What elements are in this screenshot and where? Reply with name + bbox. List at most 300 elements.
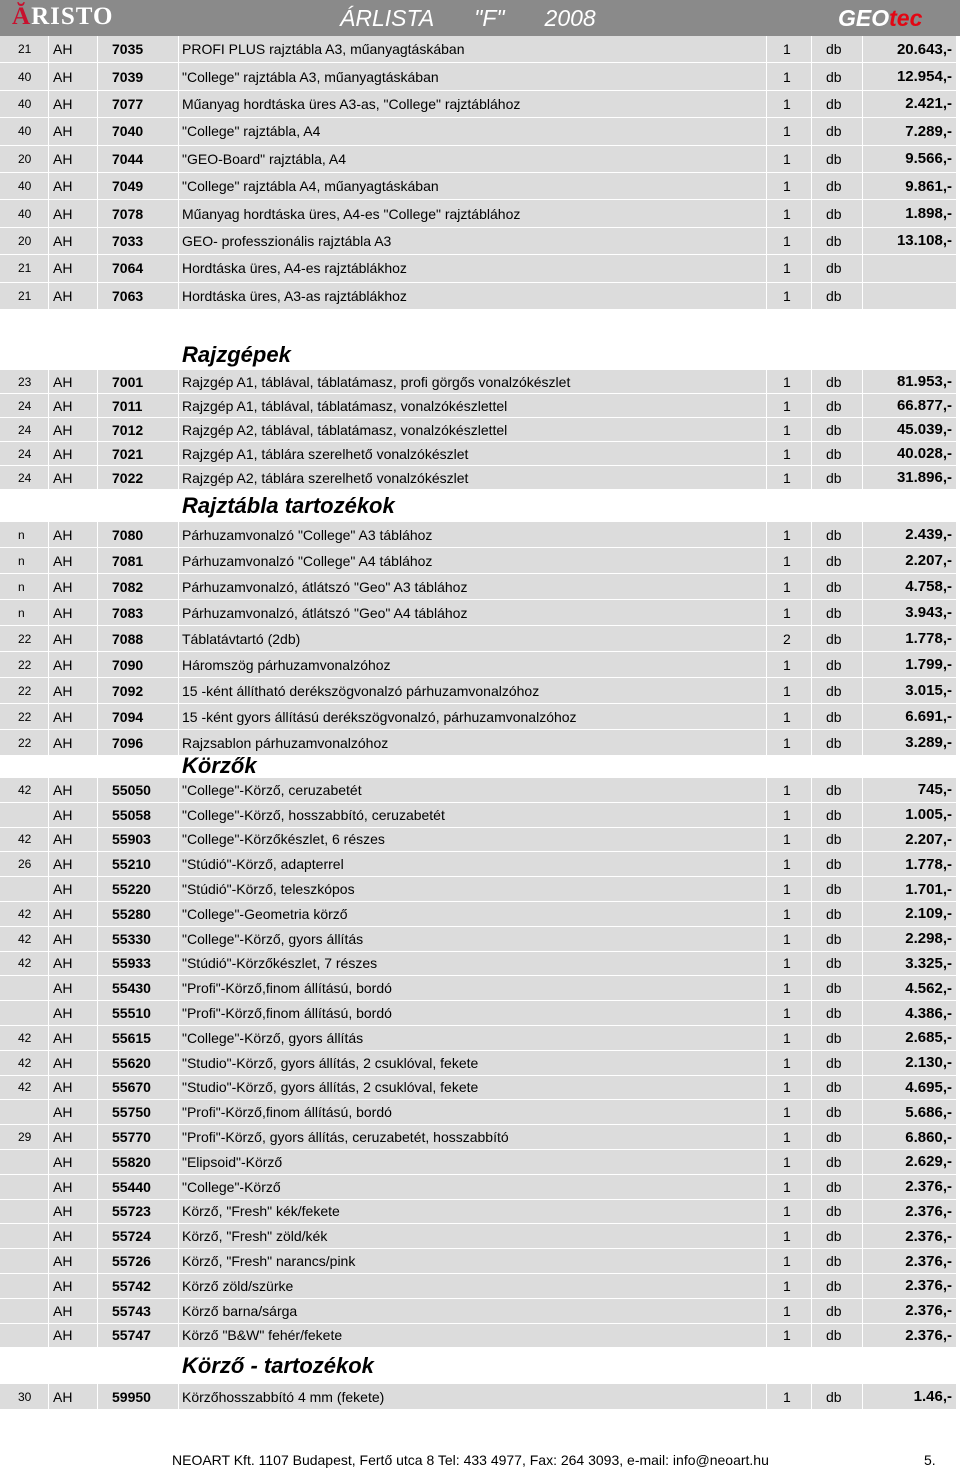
quantity-cell: 1	[767, 652, 811, 677]
category-cell: 24	[0, 418, 48, 441]
unit-cell: db	[812, 1001, 862, 1025]
table-row	[0, 1384, 960, 1410]
price-cell: 2.298,-	[863, 927, 956, 951]
unit-cell: db	[812, 1200, 862, 1224]
prefix-cell: AH	[49, 394, 97, 417]
category-cell: 24	[0, 394, 48, 417]
code-cell: 55440	[98, 1175, 178, 1199]
prefix-cell: AH	[49, 146, 97, 172]
quantity-cell: 1	[767, 466, 811, 489]
category-cell: 29	[0, 1125, 48, 1149]
code-cell: 7022	[98, 466, 178, 489]
category-cell	[0, 1224, 48, 1248]
price-cell: 9.861,-	[863, 173, 956, 199]
code-cell: 7077	[98, 91, 178, 117]
table-row	[0, 394, 960, 418]
unit-cell: db	[812, 877, 862, 901]
price-cell: 6.860,-	[863, 1125, 956, 1149]
table-row	[0, 1324, 960, 1349]
category-cell	[0, 1249, 48, 1273]
price-cell: 2.376,-	[863, 1299, 956, 1323]
quantity-cell: 1	[767, 394, 811, 417]
category-cell: n	[0, 548, 48, 573]
unit-cell: db	[812, 1299, 862, 1323]
description-cell: "College"-Körző, ceruzabetét	[179, 778, 766, 802]
code-cell: 7064	[98, 255, 178, 281]
section-title-rajztabla-tartozekok: Rajztábla tartozékok	[182, 493, 395, 518]
category-cell: 42	[0, 1076, 48, 1100]
code-cell: 7044	[98, 146, 178, 172]
quantity-cell: 1	[767, 1076, 811, 1100]
prefix-cell: AH	[49, 927, 97, 951]
category-cell: 42	[0, 902, 48, 926]
quantity-cell: 1	[767, 118, 811, 144]
description-cell: Körző zöld/szürke	[179, 1274, 766, 1298]
quantity-cell: 1	[767, 283, 811, 309]
category-cell: 24	[0, 466, 48, 489]
prefix-cell: AH	[49, 1249, 97, 1273]
table-row	[0, 1249, 960, 1274]
price-cell: 1.778,-	[863, 852, 956, 876]
unit-cell: db	[812, 927, 862, 951]
description-cell: Háromszög párhuzamvonalzóhoz	[179, 652, 766, 677]
description-cell: "Stúdió"-Körző, adapterrel	[179, 852, 766, 876]
table-row	[0, 852, 960, 877]
category-cell: 22	[0, 730, 48, 755]
description-cell: "Stúdió"-Körzőkészlet, 7 részes	[179, 952, 766, 976]
unit-cell: db	[812, 1224, 862, 1248]
unit-cell: db	[812, 976, 862, 1000]
code-cell: 55510	[98, 1001, 178, 1025]
quantity-cell: 1	[767, 1150, 811, 1174]
header-bar	[0, 0, 960, 36]
table-rajzgepek	[0, 370, 960, 490]
code-cell: 55747	[98, 1324, 178, 1348]
table-korzok	[0, 778, 960, 1348]
table-row	[0, 1274, 960, 1299]
code-cell: 7078	[98, 200, 178, 226]
quantity-cell: 1	[767, 730, 811, 755]
description-cell: "College"-Körző, hosszabbító, ceruzabetét	[179, 803, 766, 827]
unit-cell: db	[812, 283, 862, 309]
prefix-cell: AH	[49, 418, 97, 441]
quantity-cell: 1	[767, 1001, 811, 1025]
price-cell: 3.015,-	[863, 678, 956, 703]
prefix-cell: AH	[49, 255, 97, 281]
category-cell: 22	[0, 626, 48, 651]
unit-cell: db	[812, 1324, 862, 1348]
category-cell: 24	[0, 442, 48, 465]
prefix-cell: AH	[49, 803, 97, 827]
unit-cell: db	[812, 228, 862, 254]
quantity-cell: 1	[767, 36, 811, 62]
unit-cell: db	[812, 852, 862, 876]
price-cell: 2.685,-	[863, 1026, 956, 1050]
unit-cell: db	[812, 522, 862, 547]
description-cell: Műanyag hordtáska üres, A4-es "College" rajztáblához	[179, 200, 766, 226]
code-cell: 7083	[98, 600, 178, 625]
table-row	[0, 200, 960, 227]
price-cell: 1.005,-	[863, 803, 956, 827]
price-cell: 1.701,-	[863, 877, 956, 901]
quantity-cell: 1	[767, 1324, 811, 1348]
unit-cell: db	[812, 730, 862, 755]
category-cell	[0, 877, 48, 901]
table-row	[0, 118, 960, 145]
code-cell: 7063	[98, 283, 178, 309]
category-cell	[0, 1175, 48, 1199]
prefix-cell: AH	[49, 678, 97, 703]
quantity-cell: 1	[767, 1100, 811, 1124]
quantity-cell: 1	[767, 146, 811, 172]
price-cell: 2.130,-	[863, 1051, 956, 1075]
price-cell: 2.109,-	[863, 902, 956, 926]
footer-contact: NEOART Kft. 1107 Budapest, Fertő utca 8 Tel: 433 4977, Fax: 264 3093, e-mail: info@neoart.hu	[172, 1452, 769, 1468]
category-cell: 42	[0, 1051, 48, 1075]
code-cell: 55058	[98, 803, 178, 827]
code-cell: 59950	[98, 1384, 178, 1409]
table-row	[0, 1001, 960, 1026]
price-cell: 9.566,-	[863, 146, 956, 172]
price-cell: 1.778,-	[863, 626, 956, 651]
code-cell: 7080	[98, 522, 178, 547]
unit-cell: db	[812, 118, 862, 144]
prefix-cell: AH	[49, 228, 97, 254]
prefix-cell: AH	[49, 1200, 97, 1224]
table-row	[0, 91, 960, 118]
code-cell: 7001	[98, 370, 178, 393]
price-cell	[863, 283, 956, 309]
table-row	[0, 63, 960, 90]
table-row	[0, 927, 960, 952]
category-cell: 40	[0, 63, 48, 89]
prefix-cell: AH	[49, 1299, 97, 1323]
unit-cell: db	[812, 1125, 862, 1149]
quantity-cell: 1	[767, 574, 811, 599]
prefix-cell: AH	[49, 1384, 97, 1409]
unit-cell: db	[812, 902, 862, 926]
table-row	[0, 1051, 960, 1076]
unit-cell: db	[812, 1051, 862, 1075]
code-cell: 7035	[98, 36, 178, 62]
quantity-cell: 1	[767, 370, 811, 393]
table-row	[0, 283, 960, 310]
price-cell: 31.896,-	[863, 466, 956, 489]
price-cell: 745,-	[863, 778, 956, 802]
prefix-cell: AH	[49, 902, 97, 926]
quantity-cell: 1	[767, 704, 811, 729]
code-cell: 55724	[98, 1224, 178, 1248]
quantity-cell: 1	[767, 1200, 811, 1224]
price-cell: 7.289,-	[863, 118, 956, 144]
quantity-cell: 1	[767, 902, 811, 926]
category-cell: 42	[0, 778, 48, 802]
code-cell: 7094	[98, 704, 178, 729]
table-row	[0, 522, 960, 548]
quantity-cell: 1	[767, 442, 811, 465]
prefix-cell: AH	[49, 1026, 97, 1050]
prefix-cell: AH	[49, 952, 97, 976]
unit-cell: db	[812, 600, 862, 625]
category-cell: 22	[0, 652, 48, 677]
unit-cell: db	[812, 678, 862, 703]
category-cell: 40	[0, 173, 48, 199]
category-cell: 40	[0, 200, 48, 226]
description-cell: "Profi"-Körző,finom állítású, bordó	[179, 1100, 766, 1124]
quantity-cell: 1	[767, 228, 811, 254]
table-row	[0, 36, 960, 63]
prefix-cell: AH	[49, 173, 97, 199]
category-cell: 42	[0, 927, 48, 951]
table-row	[0, 1200, 960, 1225]
category-cell	[0, 1200, 48, 1224]
description-cell: "College"-Körző	[179, 1175, 766, 1199]
prefix-cell: AH	[49, 370, 97, 393]
table-row	[0, 548, 960, 574]
unit-cell: db	[812, 442, 862, 465]
table-row	[0, 1224, 960, 1249]
table-row	[0, 1100, 960, 1125]
unit-cell: db	[812, 370, 862, 393]
quantity-cell: 1	[767, 976, 811, 1000]
code-cell: 55723	[98, 1200, 178, 1224]
price-list-title: ÁRLISTA "F" 2008	[340, 5, 596, 31]
description-cell: Rajzgép A2, táblával, táblatámasz, vonalzókészlettel	[179, 418, 766, 441]
description-cell: "Profi"-Körző,finom állítású, bordó	[179, 976, 766, 1000]
quantity-cell: 1	[767, 255, 811, 281]
quantity-cell: 1	[767, 803, 811, 827]
description-cell: Párhuzamvonalzó, átlátszó "Geo" A4 táblához	[179, 600, 766, 625]
unit-cell: db	[812, 626, 862, 651]
price-cell: 1.898,-	[863, 200, 956, 226]
unit-cell: db	[812, 1175, 862, 1199]
unit-cell: db	[812, 173, 862, 199]
category-cell: n	[0, 574, 48, 599]
table-row	[0, 574, 960, 600]
code-cell: 55670	[98, 1076, 178, 1100]
code-cell: 55820	[98, 1150, 178, 1174]
table-row	[0, 255, 960, 282]
code-cell: 55615	[98, 1026, 178, 1050]
prefix-cell: AH	[49, 1324, 97, 1348]
code-cell: 55750	[98, 1100, 178, 1124]
unit-cell: db	[812, 394, 862, 417]
unit-cell: db	[812, 652, 862, 677]
quantity-cell: 1	[767, 1224, 811, 1248]
quantity-cell: 1	[767, 852, 811, 876]
price-cell: 2.421,-	[863, 91, 956, 117]
unit-cell: db	[812, 466, 862, 489]
prefix-cell: AH	[49, 1150, 97, 1174]
category-cell: 22	[0, 678, 48, 703]
prefix-cell: AH	[49, 828, 97, 852]
category-cell	[0, 1100, 48, 1124]
category-cell: 42	[0, 1026, 48, 1050]
price-cell: 81.953,-	[863, 370, 956, 393]
quantity-cell: 1	[767, 778, 811, 802]
prefix-cell: AH	[49, 1051, 97, 1075]
unit-cell: db	[812, 200, 862, 226]
price-cell: 20.643,-	[863, 36, 956, 62]
table-row	[0, 803, 960, 828]
table-row	[0, 173, 960, 200]
table-row	[0, 418, 960, 442]
prefix-cell: AH	[49, 626, 97, 651]
category-cell: 20	[0, 228, 48, 254]
code-cell: 7021	[98, 442, 178, 465]
section-title-rajzgepek: Rajzgépek	[182, 342, 291, 367]
table-row	[0, 678, 960, 704]
quantity-cell: 1	[767, 1274, 811, 1298]
table-rajztabla-tartozekok	[0, 522, 960, 756]
price-cell: 2.376,-	[863, 1324, 956, 1348]
category-cell: n	[0, 522, 48, 547]
unit-cell: db	[812, 418, 862, 441]
category-cell	[0, 1299, 48, 1323]
code-cell: 7092	[98, 678, 178, 703]
unit-cell: db	[812, 63, 862, 89]
category-cell: 40	[0, 118, 48, 144]
price-cell: 40.028,-	[863, 442, 956, 465]
price-cell: 12.954,-	[863, 63, 956, 89]
code-cell: 7081	[98, 548, 178, 573]
table-row	[0, 704, 960, 730]
description-cell: Párhuzamvonalzó "College" A4 táblához	[179, 548, 766, 573]
description-cell: Hordtáska üres, A4-es rajztáblákhoz	[179, 255, 766, 281]
code-cell: 55210	[98, 852, 178, 876]
description-cell: Körző barna/sárga	[179, 1299, 766, 1323]
prefix-cell: AH	[49, 704, 97, 729]
description-cell: Párhuzamvonalzó "College" A3 táblához	[179, 522, 766, 547]
category-cell: 26	[0, 852, 48, 876]
unit-cell: db	[812, 1249, 862, 1273]
description-cell: Körző "B&W" fehér/fekete	[179, 1324, 766, 1348]
aristo-logo: ĂRISTO	[12, 3, 114, 30]
prefix-cell: AH	[49, 1001, 97, 1025]
table-row	[0, 877, 960, 902]
description-cell: "Studio"-Körző, gyors állítás, 2 csuklóval, fekete	[179, 1051, 766, 1075]
description-cell: "Profi"-Körző,finom állítású, bordó	[179, 1001, 766, 1025]
price-cell: 2.376,-	[863, 1249, 956, 1273]
unit-cell: db	[812, 778, 862, 802]
table-row	[0, 652, 960, 678]
table-row	[0, 1125, 960, 1150]
quantity-cell: 1	[767, 548, 811, 573]
table-row	[0, 828, 960, 853]
code-cell: 7039	[98, 63, 178, 89]
description-cell: PROFI PLUS rajztábla A3, műanyagtáskában	[179, 36, 766, 62]
quantity-cell: 1	[767, 828, 811, 852]
quantity-cell: 1	[767, 1026, 811, 1050]
price-cell: 4.695,-	[863, 1076, 956, 1100]
quantity-cell: 1	[767, 927, 811, 951]
description-cell: Körző, "Fresh" zöld/kék	[179, 1224, 766, 1248]
unit-cell: db	[812, 1384, 862, 1409]
category-cell: 21	[0, 36, 48, 62]
code-cell: 55330	[98, 927, 178, 951]
category-cell: 21	[0, 255, 48, 281]
prefix-cell: AH	[49, 877, 97, 901]
table-row	[0, 1150, 960, 1175]
quantity-cell: 2	[767, 626, 811, 651]
quantity-cell: 1	[767, 952, 811, 976]
unit-cell: db	[812, 828, 862, 852]
table-row	[0, 778, 960, 803]
description-cell: "Profi"-Körző, gyors állítás, ceruzabetét, hosszabbító	[179, 1125, 766, 1149]
unit-cell: db	[812, 1100, 862, 1124]
unit-cell: db	[812, 255, 862, 281]
prefix-cell: AH	[49, 466, 97, 489]
code-cell: 7040	[98, 118, 178, 144]
quantity-cell: 1	[767, 63, 811, 89]
prefix-cell: AH	[49, 1125, 97, 1149]
unit-cell: db	[812, 1274, 862, 1298]
category-cell	[0, 1274, 48, 1298]
prefix-cell: AH	[49, 283, 97, 309]
quantity-cell: 1	[767, 1051, 811, 1075]
category-cell	[0, 976, 48, 1000]
description-cell: GEO- professzionális rajztábla A3	[179, 228, 766, 254]
price-cell: 3.289,-	[863, 730, 956, 755]
section-title-korzok: Körzők	[182, 753, 257, 778]
description-cell: Körző, "Fresh" narancs/pink	[179, 1249, 766, 1273]
description-cell: "GEO-Board" rajztábla, A4	[179, 146, 766, 172]
description-cell: Rajzgép A2, táblára szerelhető vonalzókészlet	[179, 466, 766, 489]
unit-cell: db	[812, 803, 862, 827]
prefix-cell: AH	[49, 1175, 97, 1199]
category-cell	[0, 1150, 48, 1174]
category-cell: n	[0, 600, 48, 625]
table-row	[0, 902, 960, 927]
description-cell: 15 -ként állítható derékszögvonalzó párhuzamvonalzóhoz	[179, 678, 766, 703]
price-cell: 2.207,-	[863, 548, 956, 573]
code-cell: 55770	[98, 1125, 178, 1149]
description-cell: "College" rajztábla A3, műanyagtáskában	[179, 63, 766, 89]
quantity-cell: 1	[767, 200, 811, 226]
table-row	[0, 228, 960, 255]
price-cell: 45.039,-	[863, 418, 956, 441]
quantity-cell: 1	[767, 91, 811, 117]
description-cell: "Stúdió"-Körző, teleszkópos	[179, 877, 766, 901]
unit-cell: db	[812, 952, 862, 976]
geotec-brand: GEOtec	[838, 5, 923, 31]
category-cell: 30	[0, 1384, 48, 1409]
table-row	[0, 976, 960, 1001]
code-cell: 7090	[98, 652, 178, 677]
price-cell: 3.943,-	[863, 600, 956, 625]
table-row	[0, 442, 960, 466]
prefix-cell: AH	[49, 976, 97, 1000]
description-cell: Táblatávtartó (2db)	[179, 626, 766, 651]
table-rajztablak	[0, 36, 960, 310]
code-cell: 55903	[98, 828, 178, 852]
prefix-cell: AH	[49, 522, 97, 547]
price-cell: 3.325,-	[863, 952, 956, 976]
price-cell: 2.629,-	[863, 1150, 956, 1174]
description-cell: Rajzgép A1, táblával, táblatámasz, profi görgős vonalzókészlet	[179, 370, 766, 393]
table-row	[0, 466, 960, 490]
code-cell: 55742	[98, 1274, 178, 1298]
prefix-cell: AH	[49, 36, 97, 62]
price-cell: 2.376,-	[863, 1224, 956, 1248]
description-cell: Körző, "Fresh" kék/fekete	[179, 1200, 766, 1224]
price-cell: 4.758,-	[863, 574, 956, 599]
table-row	[0, 600, 960, 626]
category-cell: 22	[0, 704, 48, 729]
quantity-cell: 1	[767, 678, 811, 703]
unit-cell: db	[812, 548, 862, 573]
quantity-cell: 1	[767, 1384, 811, 1409]
